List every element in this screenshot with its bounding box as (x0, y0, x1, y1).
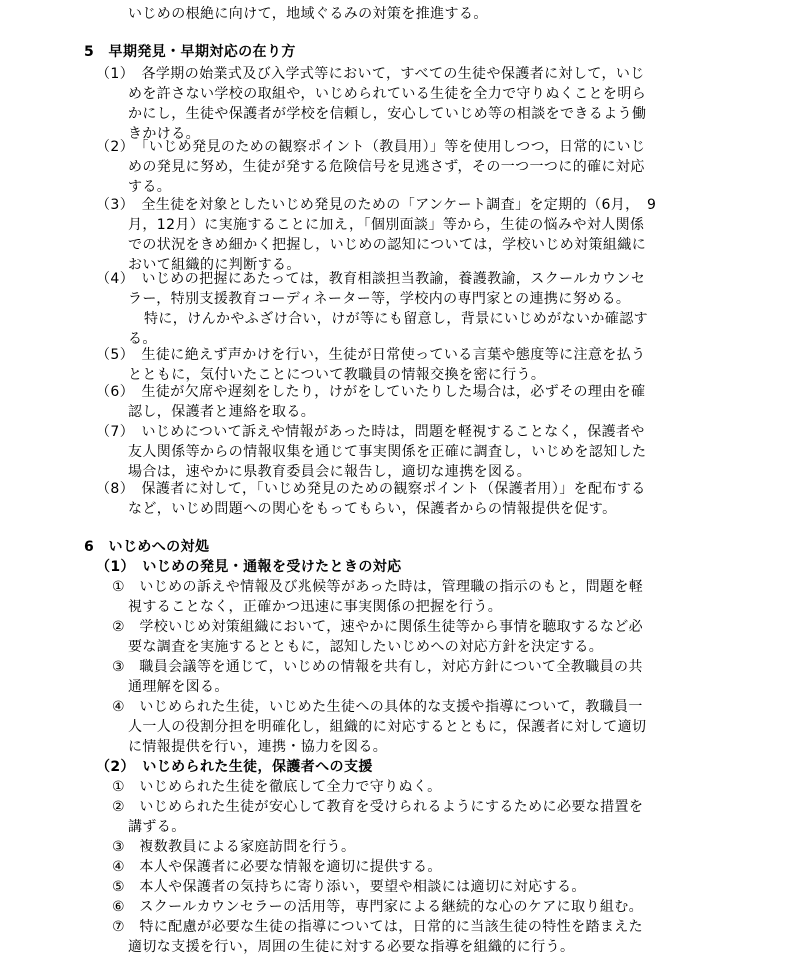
text-line: 講ずる。 (128, 819, 186, 835)
list-item: ① いじめの訴えや情報及び兆候等があった時は，管理職の指示のもと，問題を軽 (112, 579, 644, 595)
text-line: （3） 全生徒を対象としたいじめ発見のための「アンケート調査」を定期的（6月， 9 (96, 197, 657, 213)
text-line: 特に，けんかやふざけ合い，けが等にも留意し，背景にいじめがないか確認す (144, 311, 648, 327)
list-item: ⑦ 特に配慮が必要な生徒の指導については，日常的に当該生徒の特性を踏まえた (112, 919, 644, 935)
text-line: に情報提供を行い，連携・協力を図る。 (128, 739, 388, 755)
text-line: など，いじめ問題への関心をもってもらい，保護者からの情報提供を促す。 (128, 501, 617, 517)
text-line: （8） 保護者に対して，「いじめ発見のための観察ポイント（保護者用）」を配布する (96, 481, 646, 497)
section-heading: 6 いじめへの対処 (84, 539, 210, 555)
text-line: での状況をきめ細かく把握し，いじめの認知については，学校いじめ対策組織に (128, 237, 647, 253)
text-line: 認し，保護者と連絡を取る。 (128, 404, 316, 420)
list-item: ④ 本人や保護者に必要な情報を適切に提供する。 (112, 859, 442, 875)
text-line: 通理解を図る。 (128, 679, 229, 695)
text-line: 場合は，速やかに県教育委員会に報告し，適切な連携を図る。 (128, 464, 532, 480)
text-line: する。 (128, 179, 172, 195)
text-line: （7） いじめについて訴えや情報があった時は，問題を軽視することなく，保護者や (96, 424, 645, 440)
list-item: ⑤ 本人や保護者の気持ちに寄り添い，要望や相談には適切に対応する。 (112, 879, 586, 895)
text-line: 適切な支援を行い，周囲の生徒に対する必要な指導を組織的に行う。 (128, 939, 575, 955)
text-line: 月，12月）に実施することに加え，「個別面談」等から，生徒の悩みや対人関係 (128, 217, 645, 233)
text-line: （6） 生徒が欠席や遅刻をしたり，けがをしていたりした場合は，必ずその理由を確 (96, 384, 646, 400)
list-item: ③ 複数教員による家庭訪問を行う。 (112, 839, 356, 855)
section-heading: 5 早期発見・早期対応の在り方 (84, 44, 296, 60)
text-line: 視することなく，正確かつ迅速に事実関係の把握を行う。 (128, 599, 503, 615)
text-line: 人一人の役割分担を明確化し，組織的に対応するとともに，保護者に対して適切 (128, 719, 647, 735)
text-line: る。 (128, 331, 157, 347)
subsection-heading: （2） いじめられた生徒，保護者への支援 (96, 759, 373, 775)
text-line: ラー，特別支援教育コーディネーター等，学校内の専門家との連携に努める。 (128, 291, 631, 307)
text-line: めを許さない学校の取組や，いじめられている生徒を全力で守りぬくことを明ら (128, 86, 647, 102)
list-item: ② 学校いじめ対策組織において，速やかに関係生徒等から事情を聴取するなど必 (112, 619, 644, 635)
list-item: ② いじめられた生徒が安心して教育を受けられるようにするために必要な措置を (112, 799, 644, 815)
text-line: いじめの根絶に向けて，地域ぐるみの対策を推進する。 (128, 6, 488, 22)
text-line: （1） 各学期の始業式及び入学式等において，すべての生徒や保護者に対して，いじ (96, 66, 645, 82)
text-line: めの発見に努め，生徒が発する危険信号を見逃さず，その一つ一つに的確に対応 (128, 159, 645, 175)
text-line: （2） 「いじめ発見のための観察ポイント（教員用）」等を使用しつつ，日常的にいじ (96, 139, 646, 155)
text-line: きかける。 (128, 126, 200, 142)
text-line: おいて組織的に判断する。 (128, 257, 301, 273)
list-item: ④ いじめられた生徒，いじめた生徒への具体的な支援や指導について，教職員一 (112, 699, 643, 715)
text-line: （4） いじめの把握にあたっては，教育相談担当教諭，養護教諭，スクールカウンセ (96, 271, 646, 287)
text-line: とともに，気付いたことについて教職員の情報交換を密に行う。 (128, 367, 546, 383)
text-line: （5） 生徒に絶えず声かけを行い，生徒が日常使っている言葉や態度等に注意を払う (96, 347, 646, 363)
list-item: ⑥ スクールカウンセラーの活用等，専門家による継続的な心のケアに取り組む。 (112, 899, 644, 915)
text-line: かにし，生徒や保護者が学校を信頼し，安心していじめ等の相談をできるよう働 (128, 106, 647, 122)
list-item: ③ 職員会議等を通じて，いじめの情報を共有し，対応方針について全教職員の共 (112, 659, 643, 675)
text-line: 要な調査を実施するとともに，認知したいじめへの対応方針を決定する。 (128, 639, 604, 655)
subsection-heading: （1） いじめの発見・通報を受けたときの対応 (96, 559, 402, 575)
text-line: 友人関係等からの情報収集を通じて事実関係を正確に調査し，いじめを認知した (128, 444, 647, 460)
list-item: ① いじめられた生徒を徹底して全力で守りぬく。 (112, 779, 442, 795)
